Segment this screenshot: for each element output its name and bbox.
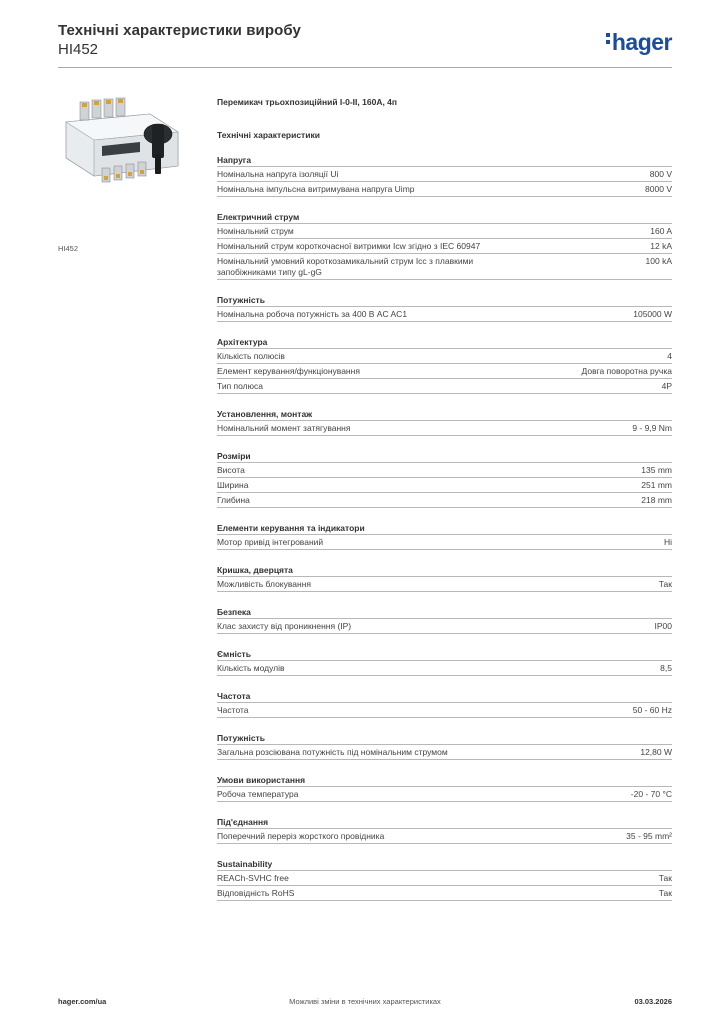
spec-group xyxy=(217,690,672,718)
spec-value: 35 - 95 mm² xyxy=(626,831,672,841)
header-divider xyxy=(58,67,672,68)
spec-label: Робоча температура xyxy=(217,789,299,799)
product-code: HI452 xyxy=(58,41,99,58)
spec-value: 135 mm xyxy=(641,465,672,475)
spec-value: 12,80 W xyxy=(640,747,672,757)
spec-group xyxy=(217,211,672,280)
spec-group-title: Частота xyxy=(217,691,251,701)
spec-group-title: Умови використання xyxy=(217,775,306,785)
spec-value: IP00 xyxy=(654,621,672,631)
spec-value: 251 mm xyxy=(641,480,672,490)
spec-label: Номінальний струм xyxy=(217,226,294,236)
spec-row xyxy=(217,223,672,238)
spec-row xyxy=(217,702,672,718)
spec-label: Загальна розсіювана потужність під номінальним струмом xyxy=(217,747,448,757)
spec-row xyxy=(217,363,672,378)
spec-value: -20 - 70 °C xyxy=(630,789,672,799)
logo-dots-icon xyxy=(606,33,610,47)
spec-value: 800 V xyxy=(649,169,672,179)
spec-group-title: Установлення, монтаж xyxy=(217,409,313,419)
specifications-panel xyxy=(217,97,672,901)
spec-row xyxy=(217,534,672,550)
spec-group xyxy=(217,408,672,436)
spec-group xyxy=(217,606,672,634)
spec-group xyxy=(217,648,672,676)
page-footer xyxy=(58,997,672,1009)
spec-row xyxy=(217,885,672,901)
spec-label: Кількість полюсів xyxy=(217,351,285,361)
spec-label: Елемент керування/функціонування xyxy=(217,366,360,376)
spec-group-title: Електричний струм xyxy=(217,212,300,222)
spec-group xyxy=(217,522,672,550)
spec-label: Мотор привід інтегрований xyxy=(217,537,324,547)
spec-value: 100 kA xyxy=(645,256,672,266)
document-title: Технічні характеристики виробу xyxy=(58,22,301,39)
spec-value: Довга поворотна ручка xyxy=(581,366,672,376)
spec-row xyxy=(217,378,672,394)
spec-group-title: Напруга xyxy=(217,155,252,165)
spec-value: 50 - 60 Hz xyxy=(632,705,672,715)
spec-group xyxy=(217,336,672,394)
spec-label: Номінальний струм короткочасної витримки Icw згідно з IEC 60947 xyxy=(217,241,481,251)
spec-group xyxy=(217,294,672,322)
spec-row xyxy=(217,744,672,760)
spec-group xyxy=(217,450,672,508)
spec-row xyxy=(217,238,672,253)
spec-label: Тип полюса xyxy=(217,381,263,391)
spec-value: 4P xyxy=(661,381,672,391)
spec-row xyxy=(217,576,672,592)
spec-row xyxy=(217,166,672,181)
spec-label: Номінальна імпульсна витримувана напруга Uimp xyxy=(217,184,415,194)
spec-group-title: Безпека xyxy=(217,607,251,617)
spec-label: Висота xyxy=(217,465,245,475)
spec-label: Номінальна робоча потужність за 400 В AC AC1 xyxy=(217,309,408,319)
spec-group-title: Ємність xyxy=(217,649,251,659)
spec-row xyxy=(217,828,672,844)
spec-group xyxy=(217,774,672,802)
image-caption: HI452 xyxy=(58,244,79,253)
spec-row xyxy=(217,181,672,197)
spec-group xyxy=(217,732,672,760)
spec-label: Відповідність RoHS xyxy=(217,888,295,898)
website-link[interactable]: hager.com/ua xyxy=(58,997,107,1006)
spec-group xyxy=(217,858,672,901)
product-name: Перемикач трьохпозиційний I-0-II, 160А, 4п xyxy=(217,97,398,107)
spec-value: 8000 V xyxy=(645,184,672,194)
spec-group xyxy=(217,816,672,844)
spec-group xyxy=(217,154,672,197)
spec-row xyxy=(217,492,672,508)
spec-group-title: Архітектура xyxy=(217,337,268,347)
spec-value: 160 A xyxy=(650,226,672,236)
section-heading: Технічні характеристики xyxy=(217,130,320,140)
spec-row xyxy=(217,420,672,436)
footer-disclaimer: Можливі зміни в технічних характеристиках xyxy=(289,997,441,1006)
spec-label: Ширина xyxy=(217,480,249,490)
spec-label: Поперечний переріз жорсткого провідника xyxy=(217,831,385,841)
spec-value: 4 xyxy=(667,351,672,361)
spec-value: 9 - 9,9 Nm xyxy=(632,423,672,433)
spec-label: Номінальний умовний короткозамикальний струм Icc з плавкими запобіжниками типу gL-gG xyxy=(217,256,474,277)
spec-row xyxy=(217,618,672,634)
spec-label: REACh-SVHC free xyxy=(217,873,289,883)
footer-date: 03.03.2026 xyxy=(634,997,672,1006)
spec-label: Клас захисту від проникнення (IP) xyxy=(217,621,352,631)
spec-row xyxy=(217,306,672,322)
spec-value: Так xyxy=(658,888,672,898)
spec-group-title: Потужність xyxy=(217,295,265,305)
spec-label: Можливість блокування xyxy=(217,579,312,589)
spec-value: Так xyxy=(658,873,672,883)
page-header xyxy=(58,22,672,70)
spec-value: 218 mm xyxy=(641,495,672,505)
spec-label: Частота xyxy=(217,705,249,715)
spec-groups xyxy=(217,154,672,901)
spec-value: 12 kA xyxy=(650,241,672,251)
spec-row xyxy=(217,660,672,676)
spec-label: Номінальний момент затягування xyxy=(217,423,351,433)
spec-label: Номінальна напруга ізоляції Ui xyxy=(217,169,339,179)
spec-group-title: Потужність xyxy=(217,733,265,743)
spec-row xyxy=(217,253,672,280)
spec-group-title: Sustainability xyxy=(217,859,273,869)
spec-label: Глибина xyxy=(217,495,250,505)
spec-row xyxy=(217,348,672,363)
spec-row xyxy=(217,786,672,802)
hager-logo xyxy=(606,29,672,56)
spec-group-title: Під'єднання xyxy=(217,817,269,827)
spec-value: Так xyxy=(658,579,672,589)
spec-group-title: Елементи керування та індикатори xyxy=(217,523,365,533)
spec-label: Кількість модулів xyxy=(217,663,285,673)
spec-value: 105000 W xyxy=(633,309,672,319)
spec-group-title: Кришка, дверцята xyxy=(217,565,293,575)
product-image xyxy=(58,94,184,186)
spec-value: Ні xyxy=(663,537,672,547)
spec-group xyxy=(217,564,672,592)
spec-value: 8,5 xyxy=(660,663,672,673)
spec-row xyxy=(217,462,672,477)
spec-group-title: Розміри xyxy=(217,451,251,461)
spec-row xyxy=(217,477,672,492)
logo-text: hager xyxy=(611,29,672,55)
spec-row xyxy=(217,870,672,885)
